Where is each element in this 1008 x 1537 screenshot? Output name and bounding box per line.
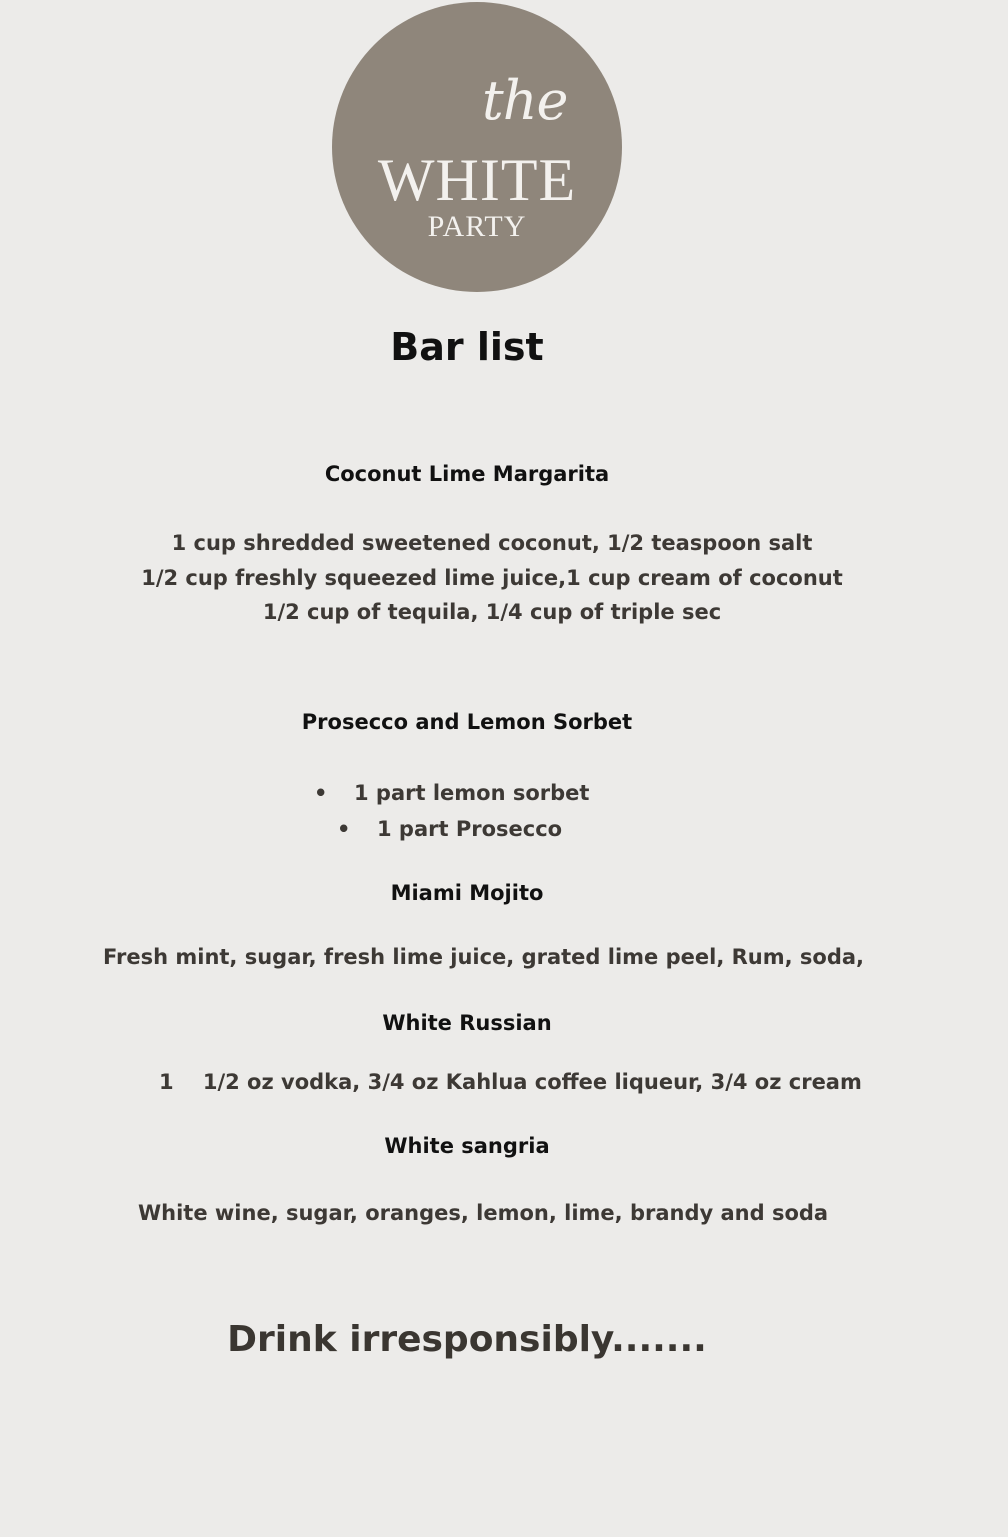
sangria-line: White wine, sugar, oranges, lemon, lime, brandy and soda [138,1201,829,1225]
russian-line: 1 1/2 oz vodka, 3/4 oz Kahlua coffee liqueur, 3/4 oz cream [159,1070,862,1094]
mojito-line: Fresh mint, sugar, fresh lime juice, grated lime peel, Rum, soda, [103,945,865,969]
logo [332,2,622,292]
margarita-line-1: 1 cup shredded sweetened coconut, 1/2 teaspoon salt [171,531,813,555]
drink-heading-russian: White Russian [382,1011,552,1035]
logo-party-text: PARTY [427,210,527,243]
prosecco-bullet-1 [314,783,589,804]
drink-heading-prosecco: Prosecco and Lemon Sorbet [301,710,633,734]
prosecco-bullet-2 [337,819,562,840]
closing-text: Drink irresponsibly....... [227,1319,707,1360]
drink-heading-sangria: White sangria [384,1134,550,1158]
margarita-line-3: 1/2 cup of tequila, 1/4 cup of triple sec [262,600,722,624]
logo-white-text: WHITE [377,147,577,213]
bullet-icon: • [314,781,328,805]
drink-heading-margarita: Coconut Lime Margarita [324,462,610,486]
logo-circle [332,2,622,292]
prosecco-bullet-1-text: 1 part lemon sorbet [354,781,590,805]
page-title: Bar list [390,325,544,369]
prosecco-bullet-2-text: 1 part Prosecco [377,817,563,841]
bullet-icon: • [337,817,351,841]
margarita-line-2: 1/2 cup freshly squeezed lime juice,1 cup cream of coconut [141,566,843,590]
logo-the-text: the [482,69,568,132]
drink-heading-mojito: Miami Mojito [390,881,544,905]
